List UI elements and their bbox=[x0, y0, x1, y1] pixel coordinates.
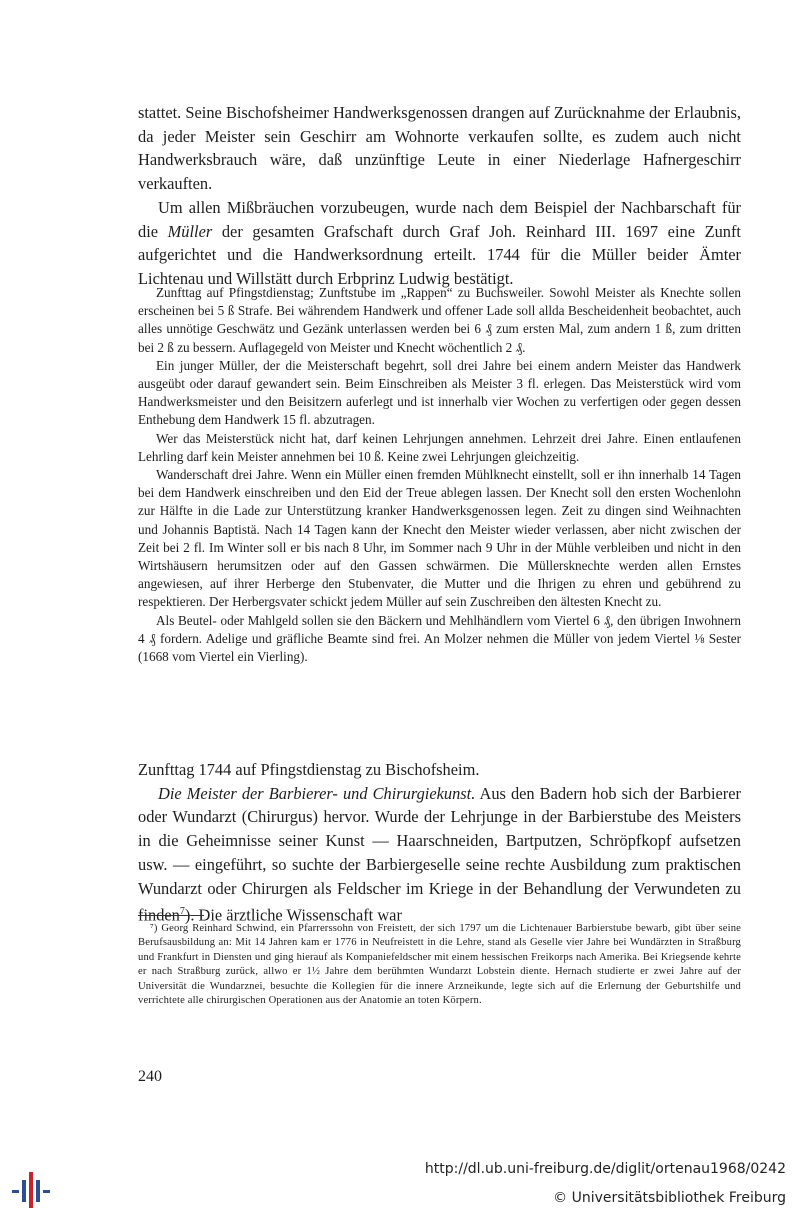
small-paragraph: Wer das Meisterstück nicht hat, darf keinen Lehrjungen annehmen. Lehrzeit drei Jahre. Einen entlaufenen Lehrling darf kein Meister annehmen bei 10 ß. Keine zwei Lehrjungen gleichzeitig. bbox=[138, 430, 741, 464]
ordinance-text bbox=[138, 284, 741, 666]
footnote-marker: 7 bbox=[179, 906, 185, 918]
paragraph bbox=[138, 782, 741, 928]
paragraph-text: ). Die ärztliche Wissenschaft war bbox=[184, 905, 402, 925]
main-text-bottom bbox=[138, 758, 741, 927]
emphasis-text: Müller bbox=[167, 221, 213, 241]
paragraph-text: der gesamten Grafschaft durch Graf Joh. Reinhard III. 1697 eine Zunft aufgerichtet und die Handwerksordnung erteilt. 1744 für die Müller beider Ämter Lichtenau und Willstätt durch Erbprinz Ludwig bestätigt. bbox=[138, 221, 741, 288]
permalink-url[interactable]: http://dl.ub.uni-freiburg.de/diglit/ortenau1968/0242 bbox=[424, 1161, 786, 1177]
paragraph bbox=[138, 196, 741, 291]
copyright-notice: © Universitätsbibliothek Freiburg bbox=[553, 1190, 786, 1206]
footnote bbox=[138, 922, 741, 1008]
paragraph-text: Aus den Badern hob sich der Barbierer oder Wundarzt (Chirurgus) hervor. Wurde der Lehrjunge in der Barbierstube des Meisters in die Geheimnisse seiner Kunst — Haarschneiden, Bartputzen, Schröpfkopf aufsetzen usw. — eingeführt, so suchte der Barbiergeselle seine rechte Ausbildung zum praktischen Wundarzt oder Chirurgen als Feldscher im Kriege in der Behandlung der Verwundeten zu finden bbox=[138, 783, 741, 925]
section-heading: Die Meister der Barbierer- und Chirurgiekunst. bbox=[158, 783, 476, 803]
paragraph-text: Um allen Mißbräuchen vorzubeugen, wurde nach dem Beispiel der Nachbarschaft für die bbox=[138, 197, 741, 241]
small-paragraph: Wanderschaft drei Jahre. Wenn ein Müller einen fremden Mühlknecht einstellt, soll er ihn innerhalb 14 Tagen bei dem Handwerk einschreiben und den Eid der Treue ablegen lassen. Der Knecht soll den ersten Wochenlohn zur Hälfte in die Lade zur Unterstützung kranker Handwerksgenossen legen. Zeit zu dingen sind Weihnachten und Johannis Baptistä. Nach 14 Tagen kann der Knecht den Meister wieder verlassen, aber nicht zwischen der Zeit bei 2 fl. Im Winter soll er bis nach 8 Uhr, im Sommer nach 9 Uhr in der Mühle verbleiben und nicht in den Wirtshäusern herumsitzen oder auf den Gassen schwärmen. Die Müllersknechte werden allen Ernstes angewiesen, auf ihrer Herberge den Stubenvater, die Mutter und die Ihrigen zu ehren und gebührend zu respektieren. Der Herbergsvater schickt jedem Müller auf sein Zuschreiben den ältesten Knecht zu. bbox=[138, 467, 741, 610]
main-text-top bbox=[138, 101, 741, 291]
small-paragraph: Als Beutel- oder Mahlgeld sollen sie den Bäckern und Mehlhändlern vom Viertel 6 ₰, den übrigen Inwohnern 4 ₰ fordern. Adelige und gräfliche Beamte sind frei. An Molzer nehmen die Müller von jedem Viertel ⅛ Sester (1668 vom Viertel ein Vierling). bbox=[138, 612, 741, 665]
paragraph: Zunfttag 1744 auf Pfingstdienstag zu Bischofsheim. bbox=[138, 760, 480, 779]
small-paragraph: Ein junger Müller, der die Meisterschaft begehrt, soll drei Jahre bei einem andern Meister das Handwerk ausgeübt oder darauf gewandert sein. Beim Einschreiben als Meister 3 fl. erlegen. Das Meisterstück wird vom Handwerksmeister und den Beisitzern auferlegt und ist innerhalb vier Wochen zu verfertigen oder gegen dessen Enthebung dem Handwerk 15 fl. abzutragen. bbox=[138, 357, 741, 428]
footnote-divider bbox=[138, 915, 204, 916]
library-footer bbox=[0, 1158, 800, 1220]
footnote-text: ⁷) Georg Reinhard Schwind, ein Pfarrerssohn von Freistett, der sich 1797 um die Lichtenauer Barbierstube bewarb, gibt über seine Berufsausbildung an: Mit 14 Jahren kam er 1776 in Neufreistett in die Lehre, stand als Geselle vier Jahre bei Wundärzten in Straßburg und Frankfurt in Diensten und ging hierauf als Kompaniefeldscher mit einem hessischen Freikorps nach Amerika. Bei Kriegsende kehrte er nach Straßburg zurück, allwo er 1½ Jahre dem berühmten Wundarzt Lobstein diente. Hernach studierte er zwei Jahre auf der Universität die Wundarznei, besuchte die Kollegien für die innere Arzneikunde, legte sich auf die Erlernung der Geburtshilfe und verrichtete alle chirurgischen Operationen aus der Anatomie an toten Körpern. bbox=[138, 923, 741, 1007]
small-paragraph: Zunfttag auf Pfingstdienstag; Zunftstube im „Rappen“ zu Buchsweiler. Sowohl Meister als Knechte sollen erscheinen bei 5 ß Strafe. Bei währendem Handwerk und offener Lade soll allda Bescheidenheit beobachtet, auch alles unnötige Geschwätz und Gezänk unterlassen werden bei 6 ₰ zum ersten Mal, zum andern 1 ß, zum dritten bei 2 ß zu bessern. Auflagegeld von Meister und Knecht wöchentlich 2 ₰. bbox=[138, 285, 741, 355]
page-number: 240 bbox=[138, 1068, 162, 1085]
ub-freiburg-logo-icon bbox=[12, 1172, 50, 1208]
paragraph: stattet. Seine Bischofsheimer Handwerksgenossen drangen auf Zurücknahme der Erlaubnis, da jeder Meister sein Geschirr am Wohnorte verkaufen sollte, es zudem auch nicht Handwerksbrauch wäre, daß unzünftige Leute in einer Niederlage Hafnergeschirr verkauften. bbox=[138, 103, 741, 194]
